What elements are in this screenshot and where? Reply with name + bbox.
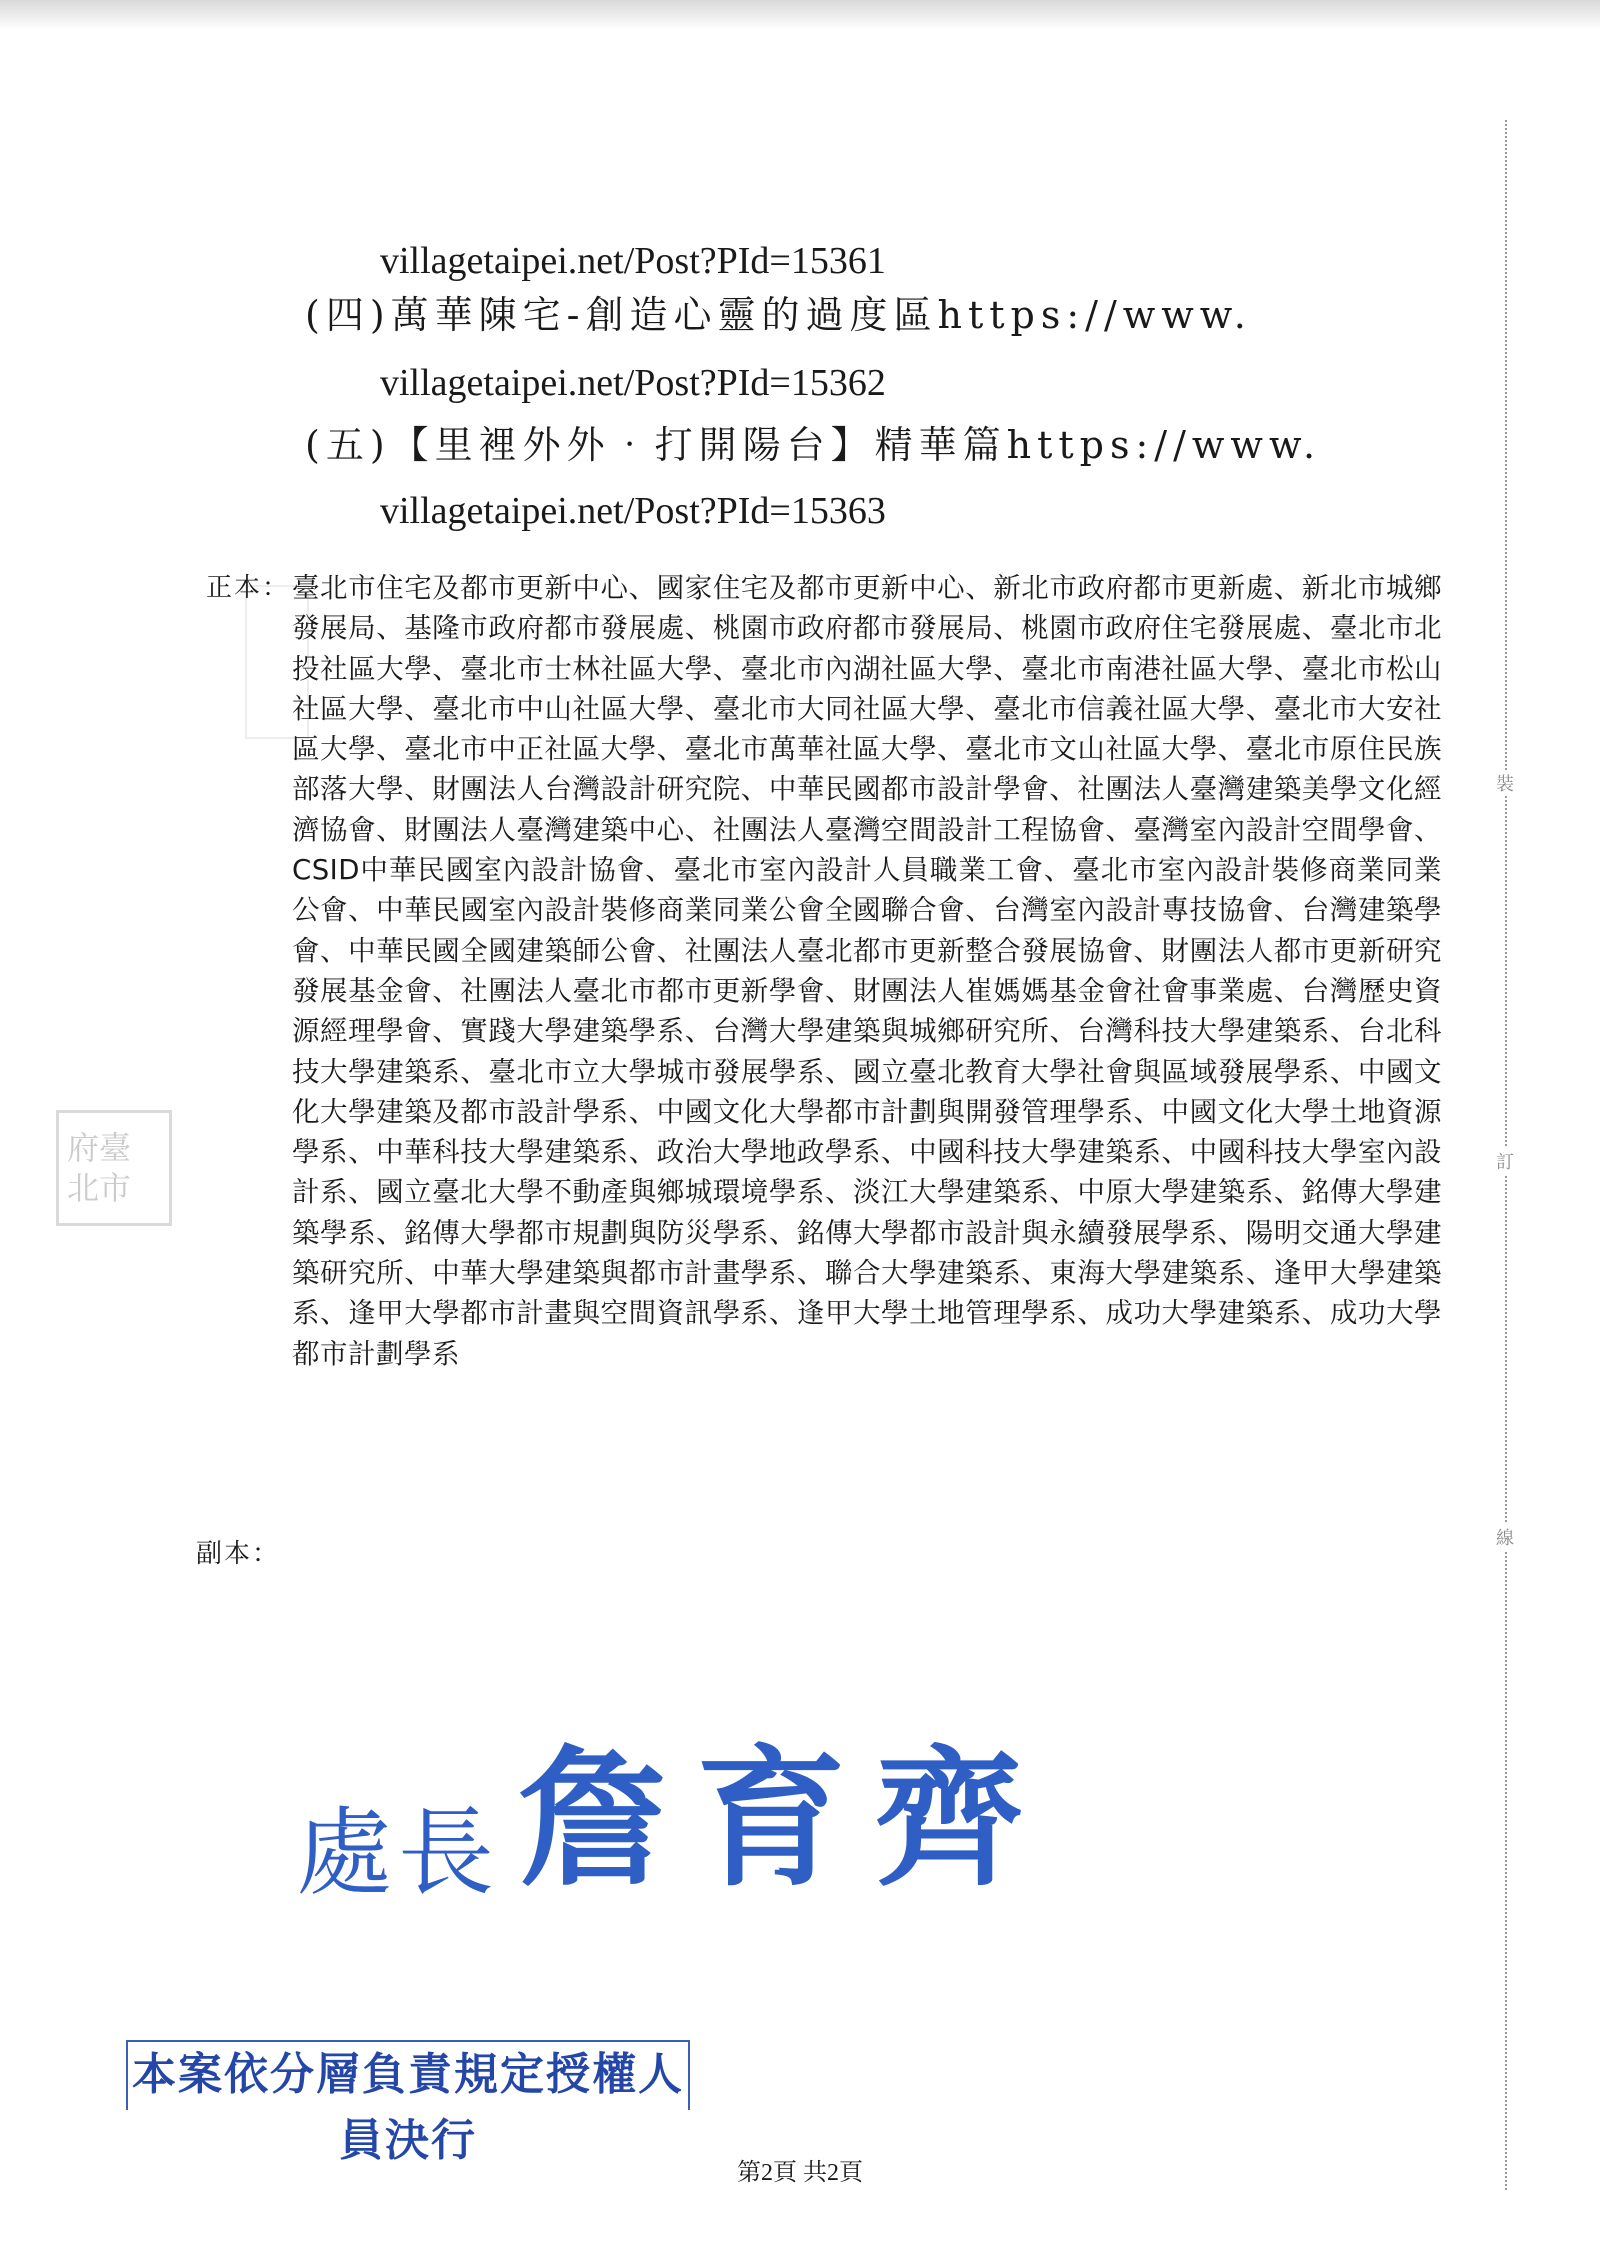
original-recipients-list: 臺北市住宅及都市更新中心、國家住宅及都市更新中心、新北市政府都市更新處、新北市城鄉發展局、基隆市政府都市發展處、桃園市政府都市發展局、桃園市政府住宅發展處、臺北市北投社區大學、臺北市士林社區大學、臺北市內湖社區大學、臺北市南港社區大學、臺北市松山社區大學、臺北市中山社區大學、臺北市大同社區大學、臺北市信義社區大學、臺北市大安社區大學、臺北市中正社區大學、臺北市萬華社區大學、臺北市文山社區大學、臺北市原住民族部落大學、財團法人台灣設計研究院、中華民國都市設計學會、社團法人臺灣建築美學文化經濟協會、財團法人臺灣建築中心、社團法人臺灣空間設計工程協會、臺灣室內設計空間學會、CSID中華民國室內設計協會、臺北市室內設計人員職業工會、臺北市室內設計裝修商業同業公會、中華民國室內設計裝修商業同業公會全國聯合會、台灣室內設計專技協會、台灣建築學會、中華民國全國建築師公會、社團法人臺北都市更新整合發展協會、財團法人都市更新研究發展基金會、社團法人臺北市都市更新學會、財團法人崔媽媽基金會社會事業處、台灣歷史資源經理學會、實踐大學建築學系、台灣大學建築與城鄉研究所、台灣科技大學建築系、台北科技大學建築系、臺北市立大學城市發展學系、國立臺北教育大學社會與區域發展學系、中國文化大學建築及都市設計學系、中國文化大學都市計劃與開發管理學系、中國文化大學土地資源學系、中華科技大學建築系、政治大學地政學系、中國科技大學建築系、中國科技大學室內設計系、國立臺北大學不動產與鄉城環境學系、淡江大學建築系、中原大學建築系、銘傳大學建築學系、銘傳大學都市規劃與防災學系、銘傳大學都市設計與永續發展學系、陽明交通大學建築研究所、中華大學建築與都市計畫學系、聯合大學建築系、東海大學建築系、逢甲大學建築系、逢甲大學都市計畫與空間資訊學系、逢甲大學土地管理學系、成功大學建築系、成功大學都市計劃學系 xyxy=(292,572,1442,1370)
binding-mark-xian: 線 xyxy=(1488,1524,1522,1550)
url-line-3: villagetaipei.net/Post?PId=15363 xyxy=(380,490,886,532)
url-line-1: villagetaipei.net/Post?PId=15361 xyxy=(380,240,886,282)
official-seal xyxy=(56,1110,172,1226)
signature-title: 處長 xyxy=(296,1797,500,1909)
item-five: (五)【里裡外外‧打開陽台】精華篇https://www. xyxy=(305,423,1322,467)
item-four: (四)萬華陳宅-創造心靈的過度區https://www. xyxy=(305,293,1252,337)
copy-recipients-label: 副本： xyxy=(196,1539,281,1569)
original-recipients-label: 正本： xyxy=(206,573,291,603)
page-footer: 第2頁 共2頁 xyxy=(737,2160,863,2186)
signature-name: 詹育齊 xyxy=(518,1731,1053,1907)
scan-edge xyxy=(0,0,1600,30)
binding-mark-ding: 訂 xyxy=(1488,1148,1522,1174)
signature-stamp xyxy=(296,1698,1053,1909)
seal-text: 府臺北市 xyxy=(67,1129,132,1207)
url-line-2: villagetaipei.net/Post?PId=15362 xyxy=(380,362,886,404)
authorization-stamp: 本案依分層負責規定授權人員決行 xyxy=(126,2040,690,2110)
binding-mark-zhuang: 裝 xyxy=(1488,770,1522,796)
